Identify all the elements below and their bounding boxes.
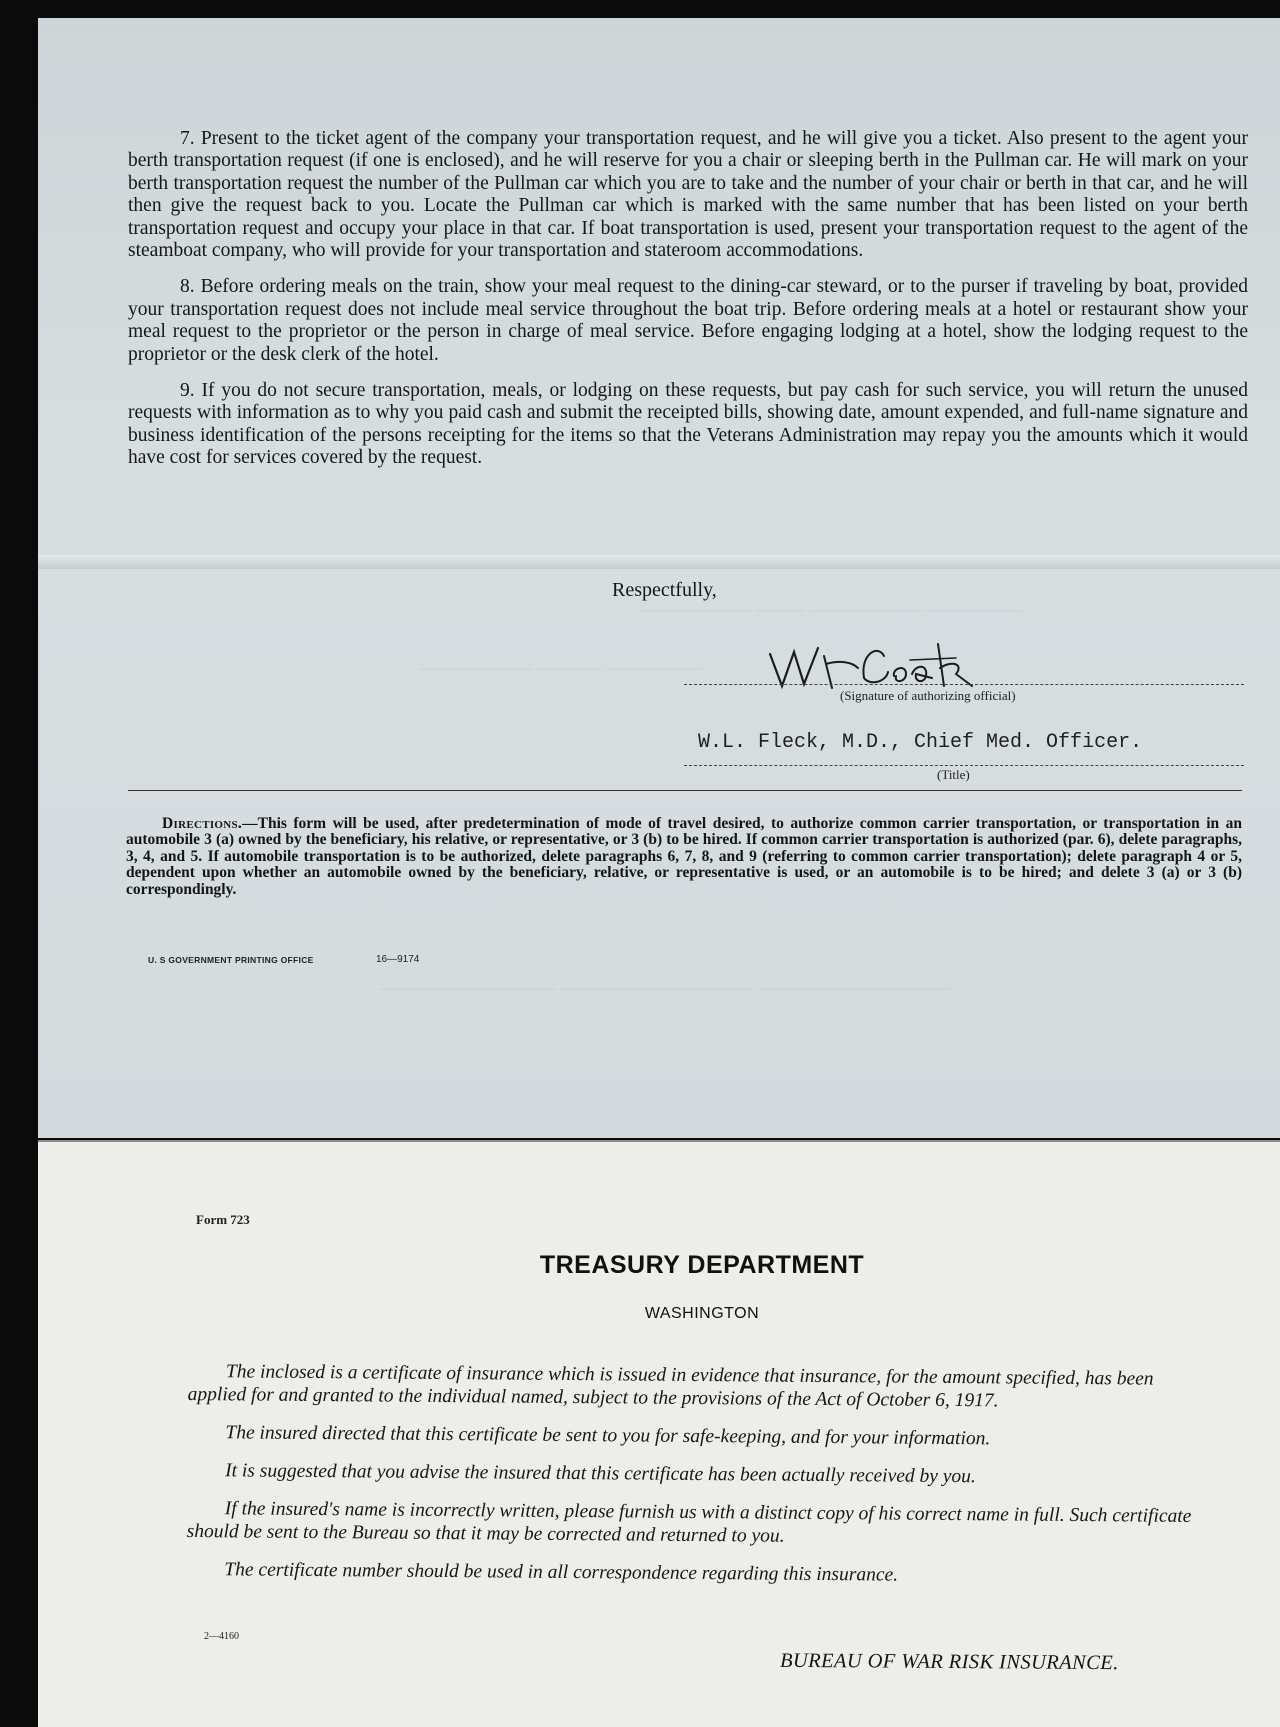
city-subheading: WASHINGTON bbox=[644, 1305, 760, 1322]
letter-paragraph: The inclosed is a certificate of insurance which is issued in evidence that insurance, for the amount specified, has been applied for and granted to the individual named, subject to the provisions of the Act of October 6, 1917. bbox=[187, 1361, 1154, 1412]
printing-office-code: 16—9174 bbox=[376, 954, 420, 965]
letter-paragraph: If the insured's name is incorrectly written, please furnish us with a distinct copy of his correct name in full. Such certificate should be sent to the Bureau so that it may be corrected and returned to you. bbox=[186, 1498, 1192, 1547]
section-divider bbox=[128, 790, 1242, 791]
directions-text: —This form will be used, after predetermination of mode of travel desired, to authorize common carrier transportation, or transportation in an automobile 3 (a) owned by the beneficiary, his relative, or representative, or 3 (b) to be hired. If common carrier transportation is authorized (par. 6), delete paragraphs, 3, 4, and 5. If automobile transportation is to be authorized, delete paragraphs 6, 7, 8, and 9 (referring to common carrier transportation); delete paragraph 4 or 5, dependent upon whether an automobile owned by the beneficiary, relative, or representative is used, or an automobile is to be hired; and delete 3 (a) or 3 (b) correspondingly. bbox=[126, 815, 1242, 898]
bureau-signature: BUREAU OF WAR RISK INSURANCE. bbox=[779, 1649, 1119, 1675]
paragraph-7: 7. Present to the ticket agent of the company your transportation request, and he will give you a ticket. Also present to the agent your berth transportation request (if one is enclosed), and he will reserve for you a chair or sleeping berth in the Pullman car. He will mark on your berth transportation request the number of the Pullman car which you are to take and the number of your chair or berth in that car, and he will then give the request back to you. Locate the Pullman car which is marked with the same number that has been listed on your berth transportation request and occupy your place in that car. If boat transportation is used, present your transportation request to the agent of the steamboat company, who will provide for your transportation and stateroom accommodations. bbox=[128, 128, 1248, 262]
department-heading: TREASURY DEPARTMENT bbox=[539, 1251, 865, 1279]
directions-lead: Directions. bbox=[162, 815, 243, 832]
signature-caption: (Signature of authorizing official) bbox=[840, 688, 1016, 703]
bleed-through-text: ——————— ——— ——————— —————— bbox=[640, 602, 1022, 619]
letter-paragraph: The certificate number should be used in all correspondence regarding this insurance. bbox=[224, 1559, 899, 1586]
letter-paragraph: It is suggested that you advise the insured that this certificate has been actually received by you. bbox=[225, 1460, 976, 1488]
paper-fold bbox=[38, 555, 1280, 569]
paragraph-8: 8. Before ordering meals on the train, show your meal request to the dining-car steward, or to the purser if traveling by boat, provided your transportation request does not include meal service throughout the boat trip. Before ordering meals at a hotel or restaurant show your meal request to the proprietor or the person in charge of meal service. Before engaging lodging at a hotel, show the lodging request to the proprietor or the desk clerk of the hotel. bbox=[128, 276, 1248, 365]
directions-note bbox=[126, 816, 1242, 898]
form-number: Form 723 bbox=[196, 1212, 250, 1227]
paragraph-9: 9. If you do not secure transportation, meals, or lodging on these requests, but pay cash for such service, you will return the unused requests with information as to why you paid cash and submit the receipted bills, showing date, amount expended, and full-name signature and business identification of the persons receipting for the items so that the Veterans Administration may repay you the amounts which it would have cost for services covered by the request. bbox=[128, 380, 1248, 469]
bleed-through-text: ——————— ———— —————— bbox=[420, 660, 701, 677]
form-code: 2—4160 bbox=[204, 1631, 239, 1642]
title-caption: (Title) bbox=[937, 767, 970, 782]
signature-line bbox=[684, 684, 1244, 685]
letter-paragraph: The insured directed that this certificate be sent to you for safe-keeping, and for your information. bbox=[225, 1422, 991, 1450]
title-line bbox=[684, 765, 1244, 766]
printing-office-imprint: U. S GOVERNMENT PRINTING OFFICE bbox=[148, 955, 314, 965]
instructions-body bbox=[128, 128, 1248, 484]
bleed-through-text: ——————————— ———————————— ———————————— bbox=[380, 980, 949, 997]
official-name: W.L. Fleck, M.D., Chief Med. Officer. bbox=[698, 731, 1143, 754]
treasury-letter-body bbox=[186, 1360, 1206, 1604]
handwritten-signature bbox=[760, 634, 1000, 694]
salutation: Respectfully, bbox=[612, 579, 717, 601]
